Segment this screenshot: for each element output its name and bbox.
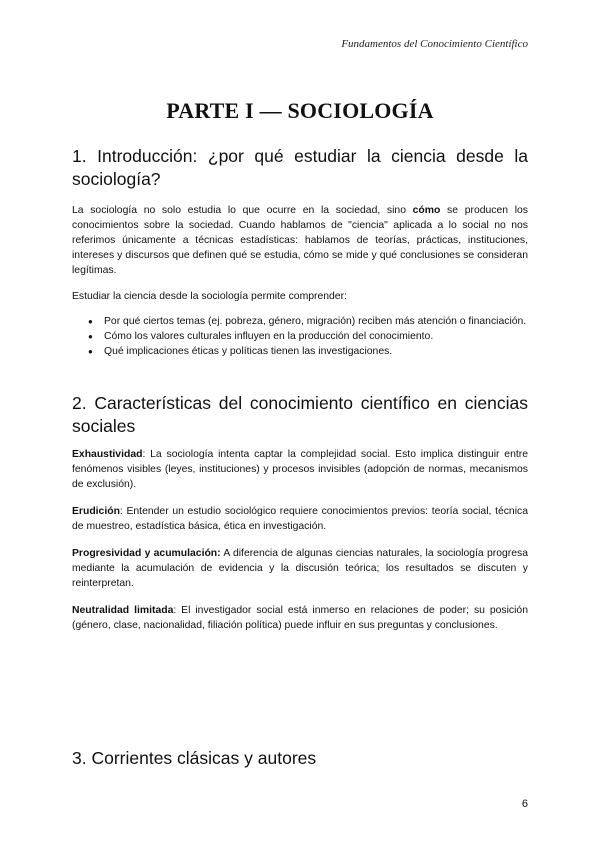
paragraph-text: se producen los conocimientos sobre la sociedad. Cuando hablamos de "ciencia" aplicada a lo social no nos referimos únicamente a técnicas estadísticas: hablamos de teorías, prácticas, instituciones, intereses y discursos que definen qué se estudia, cómo se mide y qué conclusiones se consideran legítimas.	[72, 205, 528, 276]
term-label: Progresividad y acumulación:	[72, 548, 221, 559]
characteristic-item	[72, 546, 528, 591]
characteristic-item	[72, 504, 528, 534]
list-item: ● Cómo los valores culturales influyen en la producción del conocimiento.	[72, 329, 528, 344]
characteristic-item	[72, 603, 528, 633]
list-item: ● Por qué ciertos temas (ej. pobreza, género, migración) reciben más atención o financiación.	[72, 314, 528, 329]
term-description: : La sociología intenta captar la complejidad social. Esto implica distinguir entre fenómenos visibles (leyes, instituciones) y procesos invisibles (adopción de normas, mecanismos de exclusión).	[72, 449, 528, 490]
section-1-heading: 1. Introducción: ¿por qué estudiar la ciencia desde la sociología?	[72, 146, 528, 189]
section-2-heading: 2. Características del conocimiento científico en ciencias sociales	[72, 393, 528, 436]
term-description: : Entender un estudio sociológico requiere conocimientos previos: teoría social, técnica de muestreo, estadística básica, ética en investigación.	[72, 506, 528, 532]
term-description: A diferencia de algunas ciencias naturales, la sociología progresa mediante la acumulación de evidencia y la discusión teórica; los resultados se discuten y reinterpretan.	[72, 548, 528, 589]
part-title: PARTE I — SOCIOLOGÍA	[166, 98, 434, 123]
emphasis-text: cómo	[412, 205, 441, 216]
term-label: Neutralidad limitada	[72, 605, 174, 616]
section-1-bullet-list	[72, 314, 528, 359]
term-description: : El investigador social está inmerso en relaciones de poder; su posición (género, clase, nacionalidad, filiación política) puede influir en sus preguntas y conclusiones.	[72, 605, 528, 631]
characteristic-item	[72, 447, 528, 492]
term-label: Exhaustividad	[72, 449, 143, 460]
paragraph-text: La sociología no solo estudia lo que ocurre en la sociedad, sino	[72, 205, 413, 216]
running-header: Fundamentos del Conocimiento Científico	[341, 38, 528, 50]
section-3-heading: 3. Corrientes clásicas y autores	[72, 748, 317, 768]
section-1-paragraph-1	[72, 203, 528, 278]
page-number: 6	[521, 798, 528, 810]
section-1-paragraph-2: Estudiar la ciencia desde la sociología permite comprender:	[72, 291, 347, 302]
term-label: Erudición	[72, 506, 120, 517]
list-item: ● Qué implicaciones éticas y políticas tienen las investigaciones.	[72, 344, 528, 359]
